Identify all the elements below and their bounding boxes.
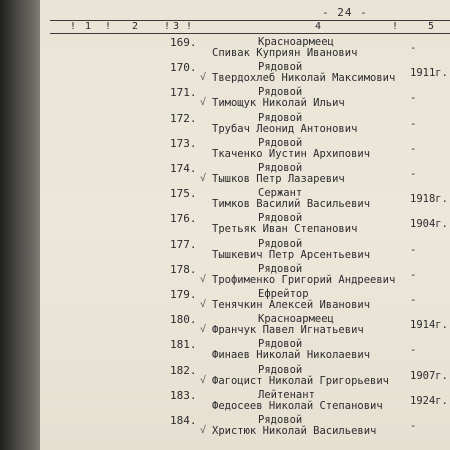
entry-rank: Рядовой [258, 363, 303, 376]
header-rule-bottom [50, 33, 450, 34]
entry-name: Ткаченко Иустин Архипович [212, 147, 371, 160]
list-item [40, 238, 450, 262]
check-mark: √ [200, 374, 207, 386]
column-divider: ! [164, 21, 171, 32]
entry-name: Тышков Петр Лазаревич [212, 173, 345, 185]
entry-rank: Ефрейтор [258, 288, 309, 300]
column-divider: ! [392, 21, 399, 32]
entry-rank: Красноармеец [258, 313, 334, 326]
list-item [40, 36, 450, 60]
entry-rank: Рядовой [258, 262, 303, 275]
entry-rank: Рядовой [258, 136, 303, 149]
entry-year: 1904г. [410, 218, 448, 231]
entry-rank: Рядовой [258, 414, 303, 426]
entry-year: 1907г. [410, 369, 448, 382]
entry-number: 174. [170, 162, 197, 175]
entry-year: - [410, 117, 417, 130]
check-mark: √ [200, 97, 207, 109]
list-item [40, 61, 450, 85]
list-item [40, 288, 450, 312]
entry-number: 182. [170, 363, 197, 377]
list-item [40, 212, 450, 236]
entry-name: Спивак Куприян Иванович [212, 47, 358, 59]
entry-number: 175. [170, 187, 197, 201]
entry-name: Трофименко Григорий Андреевич [212, 273, 396, 286]
entry-year: - [410, 243, 417, 256]
list-item [40, 162, 450, 186]
list-item [40, 364, 450, 388]
entry-year: 1918г. [410, 193, 448, 206]
document-page [40, 0, 450, 450]
entry-name: Третьяк Иван Степанович [212, 223, 358, 236]
entry-rank: Рядовой [258, 212, 303, 225]
entry-year: - [410, 294, 417, 306]
check-mark: √ [200, 324, 207, 336]
entry-year: 1914г. [410, 319, 448, 332]
list-item [40, 112, 450, 136]
entry-year: - [410, 344, 417, 357]
entry-rank: Красноармеец [258, 36, 334, 48]
list-item [40, 414, 450, 438]
entry-rank: Рядовой [258, 162, 303, 174]
book-spine [0, 0, 44, 450]
column-header-1: 1 [85, 21, 92, 32]
entry-year: 1924г. [410, 394, 448, 407]
check-mark: √ [200, 425, 207, 436]
entry-year: - [410, 168, 417, 180]
list-item [40, 187, 450, 211]
entry-year: - [410, 92, 417, 105]
list-item [40, 389, 450, 413]
entry-name: Тышкевич Петр Арсентьевич [212, 248, 371, 261]
check-mark: √ [200, 299, 207, 310]
entry-rank: Рядовой [258, 111, 303, 124]
list-item [40, 263, 450, 287]
column-header-4: 4 [315, 21, 322, 32]
entry-number: 171. [170, 86, 197, 100]
entry-number: 170. [170, 61, 197, 75]
entry-name: Тимков Василий Васильевич [212, 198, 371, 211]
entry-number: 176. [170, 212, 197, 226]
check-mark: √ [200, 273, 207, 285]
entry-rank: Рядовой [258, 86, 303, 99]
entry-name: Тенячкин Алексей Иванович [212, 299, 371, 311]
entry-number: 181. [170, 338, 197, 352]
entry-year: 1911г. [410, 67, 448, 80]
list-item [40, 338, 450, 362]
entry-year: - [410, 268, 417, 281]
entry-rank: Сержант [258, 187, 303, 200]
entry-year: - [410, 42, 417, 54]
entry-name: Федосеев Николай Степанович [212, 399, 383, 412]
list-item [40, 86, 450, 110]
check-mark: √ [200, 72, 207, 84]
entry-rank: Рядовой [258, 61, 303, 74]
entry-rank: Рядовой [258, 237, 303, 250]
list-item [40, 137, 450, 161]
entry-name: Христюк Николай Васильевич [212, 425, 377, 437]
column-header-3: 3 [173, 21, 180, 32]
entry-number: 179. [170, 288, 197, 301]
entry-name: Трубач Леонид Антонович [212, 122, 358, 135]
entry-year: - [410, 420, 417, 432]
entry-number: 178. [170, 262, 197, 276]
column-divider: ! [186, 21, 193, 32]
entry-number: 180. [170, 313, 197, 327]
entry-name: Финаев Николай Николаевич [212, 349, 371, 362]
entry-year: - [410, 142, 417, 155]
column-header-2: 2 [132, 21, 139, 32]
entry-name: Тимощук Николай Ильич [212, 97, 345, 110]
entry-number: 184. [170, 414, 197, 427]
entry-number: 169. [170, 36, 197, 49]
entry-number: 173. [170, 136, 197, 150]
entry-name: Фагоцист Николай Григорьевич [212, 374, 390, 387]
entry-number: 177. [170, 237, 197, 251]
column-divider: ! [105, 21, 112, 32]
entry-name: Франчук Павел Игнатьевич [212, 324, 364, 337]
column-header-5: 5 [428, 21, 435, 32]
entry-rank: Рядовой [258, 338, 303, 351]
entry-rank: Лейтенант [258, 388, 315, 401]
entry-number: 183. [170, 388, 197, 402]
entry-number: 172. [170, 111, 197, 125]
column-divider: ! [70, 21, 77, 32]
entry-name: Твердохлеб Николай Максимович [212, 72, 396, 85]
list-item [40, 313, 450, 337]
check-mark: √ [200, 173, 207, 184]
page-number: - 24 - [322, 6, 368, 19]
